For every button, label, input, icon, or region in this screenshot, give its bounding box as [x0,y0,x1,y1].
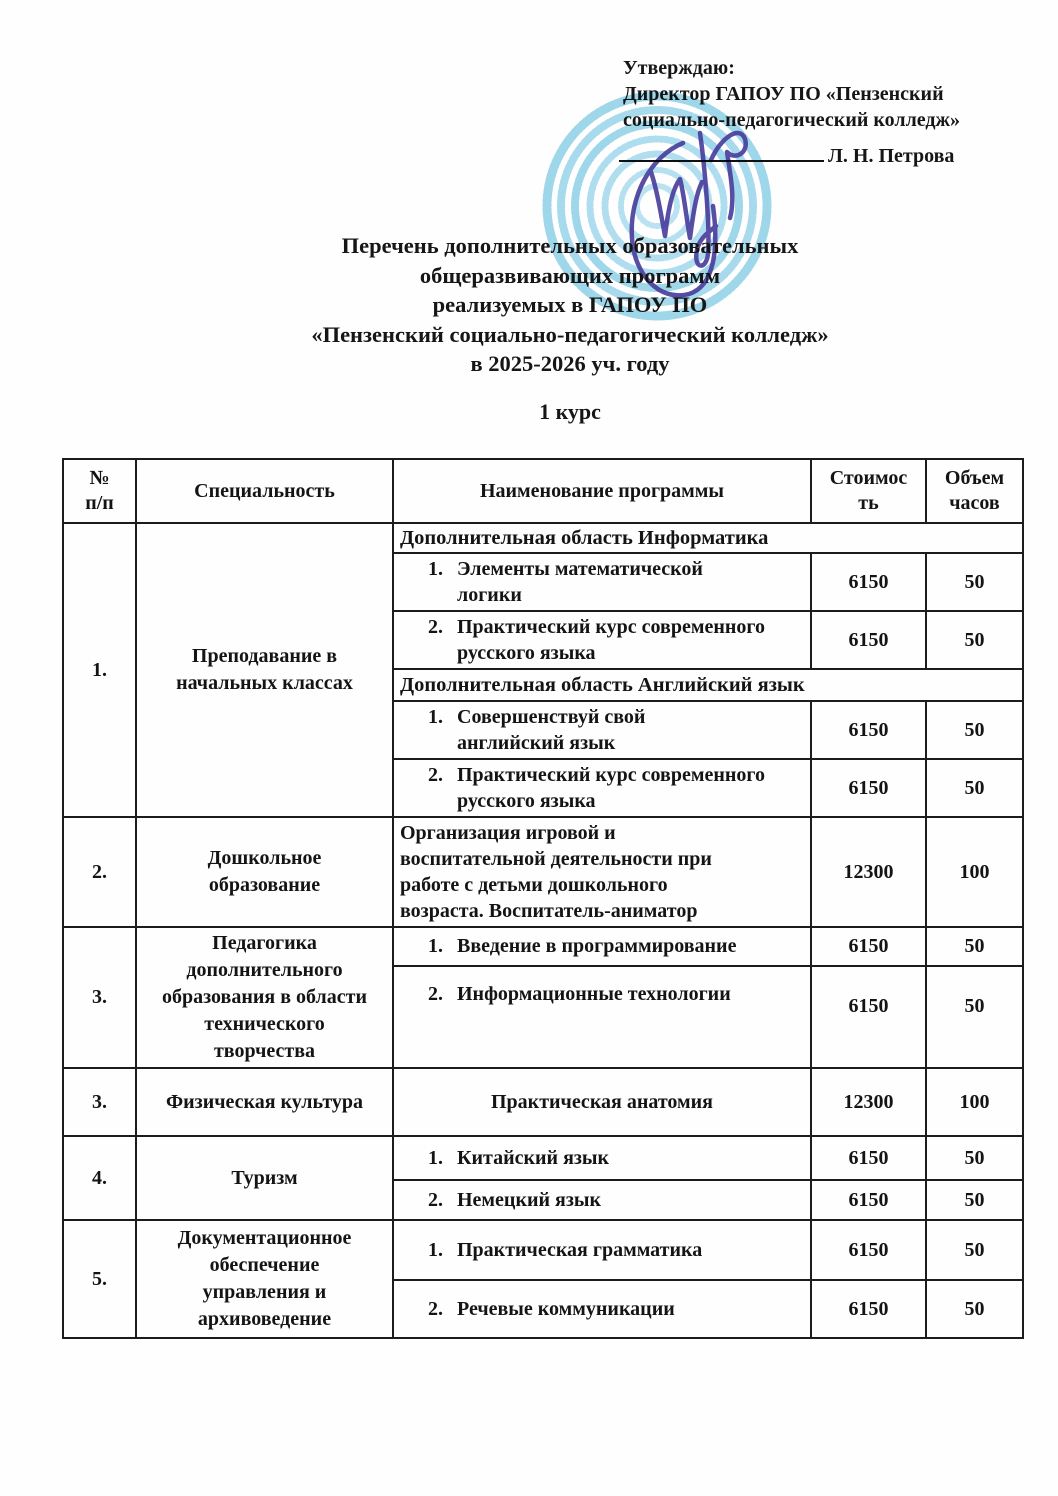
approval-block [623,55,1023,169]
cell-cost: 6150 [811,1136,926,1180]
cell-cost: 6150 [811,966,926,1068]
cell-program: 2. Информационные технологии [393,966,811,1068]
cell-program: 1. Совершенствуй свой английский язык [393,701,811,759]
table-row [63,1068,1023,1136]
header-hours: Объем часов [926,459,1023,523]
table-row [63,1136,1023,1180]
table-row [63,817,1023,927]
cell-cost: 6150 [811,701,926,759]
cell-specialty: Дошкольное образование [136,817,393,927]
cell-cost: 12300 [811,817,926,927]
cell-row-number: 4. [63,1136,136,1220]
cell-program: 1. Введение в программирование [393,927,811,966]
title-line-2: общеразвивающих программ [419,262,721,288]
cell-cost: 6150 [811,1280,926,1338]
cell-program: Организация игровой и воспитательной деятельности при работе с детьми дошкольного возраста. Воспитатель-аниматор [393,817,811,927]
cell-program: 1. Китайский язык [393,1136,811,1180]
cell-hours: 50 [926,701,1023,759]
cell-program: 2. Практический курс современного русского языка [393,611,811,669]
cell-cost: 6150 [811,927,926,966]
cell-cost: 12300 [811,1068,926,1136]
cell-hours: 50 [926,1220,1023,1280]
cell-program: 2. Немецкий язык [393,1180,811,1220]
cell-section-header: Дополнительная область Английский язык [393,669,1023,701]
cell-hours: 50 [926,927,1023,966]
table-row [63,1220,1023,1280]
cell-specialty: Преподавание в начальных классах [136,523,393,817]
cell-cost: 6150 [811,1220,926,1280]
cell-specialty: Документационное обеспечение управления и архивоведение [136,1220,393,1338]
cell-program: 1. Элементы математической логики [393,553,811,611]
cell-hours: 100 [926,817,1023,927]
course-label: 1 курс [539,399,601,424]
cell-row-number: 2. [63,817,136,927]
cell-row-number: 1. [63,523,136,817]
signature-line [619,142,824,162]
table-row [63,927,1023,966]
header-program: Наименование программы [393,459,811,523]
cell-program: 1. Практическая грамматика [393,1220,811,1280]
cell-hours: 50 [926,611,1023,669]
cell-program: 2. Речевые коммуникации [393,1280,811,1338]
title-line-4: «Пензенский социально-педагогический колледж» [311,321,829,347]
cell-hours: 50 [926,1180,1023,1220]
approval-label: Утверждаю: [623,57,735,79]
cell-row-number: 5. [63,1220,136,1338]
signer-name: Л. Н. Петрова [828,145,955,167]
cell-cost: 6150 [811,759,926,817]
title-line-1: Перечень дополнительных образовательных [341,233,799,258]
header-specialty: Специальность [136,459,393,523]
header-cost: Стоимос ть [811,459,926,523]
table-row [63,523,1023,553]
cell-hours: 50 [926,1136,1023,1180]
cell-cost: 6150 [811,1180,926,1220]
table-header-row [63,459,1023,523]
cell-program: Практическая анатомия [393,1068,811,1136]
cell-row-number: 3. [63,1068,136,1136]
cell-cost: 6150 [811,611,926,669]
cell-hours: 50 [926,966,1023,1068]
title-line-3: реализуемых в ГАПОУ ПО [432,292,708,317]
cell-section-header: Дополнительная область Информатика [393,523,1023,553]
cell-specialty: Туризм [136,1136,393,1220]
cell-specialty: Педагогика дополнительного образования в области технического творчества [136,927,393,1068]
approval-director-line2: социально-педагогический колледж» [623,109,961,131]
cell-cost: 6150 [811,553,926,611]
header-num: № п/п [63,459,136,523]
cell-hours: 50 [926,553,1023,611]
document-title [80,231,1058,379]
approval-director-line1: Директор ГАПОУ ПО «Пензенский [623,83,944,105]
cell-row-number: 3. [63,927,136,1068]
cell-hours: 50 [926,1280,1023,1338]
cell-program: 2. Практический курс современного русского языка [393,759,811,817]
title-line-5: в 2025-2026 уч. году [470,351,670,376]
cell-specialty: Физическая культура [136,1068,393,1136]
cell-hours: 50 [926,759,1023,817]
cell-hours: 100 [926,1068,1023,1136]
signature-row [623,142,1023,169]
programs-table [62,458,1024,1339]
